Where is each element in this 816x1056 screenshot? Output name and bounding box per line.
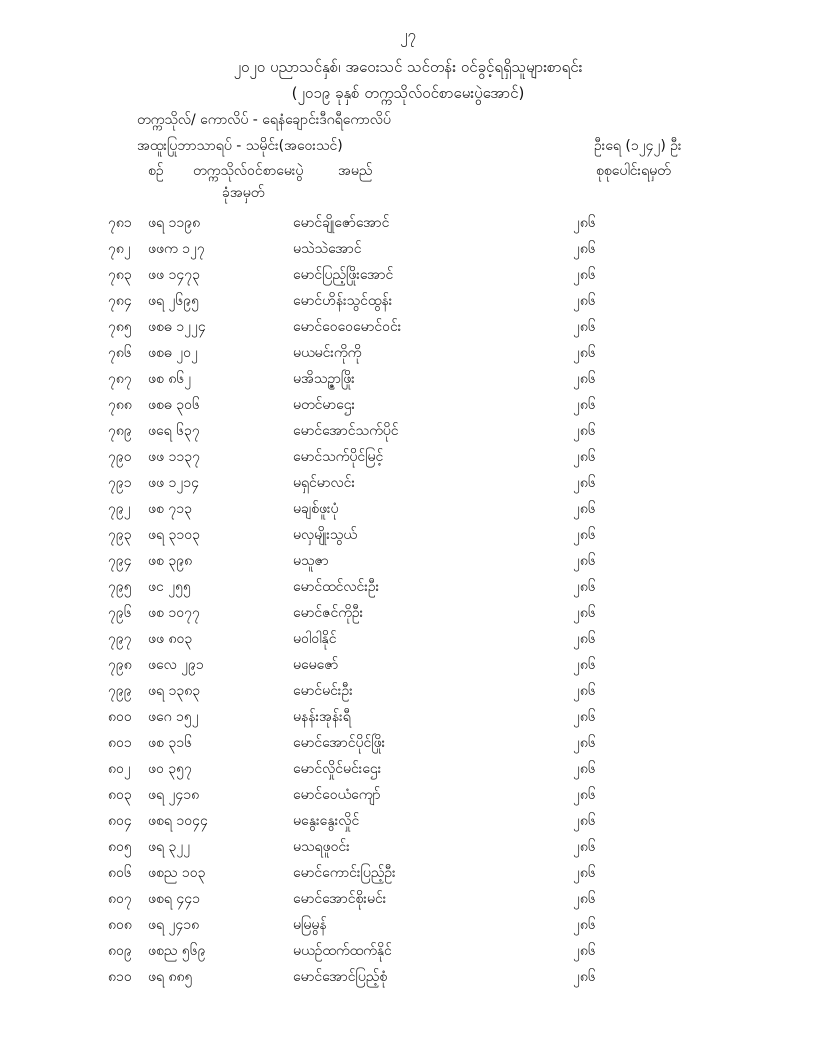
name-cell	[293, 834, 573, 860]
name-cell	[293, 652, 573, 678]
roll-number-cell-text: ဖဝ ၃၅၇	[148, 760, 192, 777]
table-row	[0, 782, 673, 808]
serial-cell	[0, 730, 148, 756]
table-row	[0, 522, 673, 548]
roll-number-cell-text: ဖစည ၅၆၉	[148, 942, 206, 959]
total-marks-cell	[573, 652, 673, 678]
total-marks-cell	[573, 262, 673, 288]
total-marks-cell-text: ၂၈၆	[573, 812, 596, 829]
name-cell	[293, 340, 573, 366]
name-cell-text: မောင်ဟိန်းသွင်ထွန်း	[293, 292, 393, 309]
total-marks-cell	[573, 964, 673, 990]
name-cell	[293, 964, 573, 990]
name-cell-text: မမြမွန်	[293, 916, 327, 933]
name-cell-text: မောင်အောင်ပိုင်ဖြိုး	[293, 734, 386, 751]
table-row	[0, 236, 673, 262]
total-marks-cell	[573, 834, 673, 860]
table-row	[0, 730, 673, 756]
serial-cell	[0, 756, 148, 782]
serial-cell-text: ၈၀၅	[108, 838, 132, 855]
name-cell	[293, 782, 573, 808]
total-marks-cell-text: ၂၈၆	[573, 214, 596, 231]
total-marks-cell	[573, 470, 673, 496]
name-cell	[293, 678, 573, 704]
table-row	[0, 574, 673, 600]
name-cell	[293, 522, 573, 548]
roll-number-cell	[148, 756, 293, 782]
name-cell	[293, 860, 573, 886]
university-line: တက္ကသိုလ်/ ကောလိပ် - ရေနံချောင်းဒီဂရီကောလိပ်	[137, 112, 391, 128]
total-marks-cell	[573, 678, 673, 704]
serial-cell	[0, 808, 148, 834]
total-marks-cell	[573, 236, 673, 262]
name-cell-text: မနွေးနွေးလှိုင်	[293, 812, 360, 829]
roll-number-cell	[148, 600, 293, 626]
roll-number-cell-text: ဖဖ ၁၄၇၃	[148, 266, 200, 283]
roll-number-cell	[148, 938, 293, 964]
serial-cell	[0, 704, 148, 730]
serial-cell	[0, 418, 148, 444]
name-cell-text: မောင်အောင်သက်ပိုင်	[293, 422, 399, 439]
total-marks-cell-text: ၂၈၆	[573, 656, 596, 673]
table-row	[0, 548, 673, 574]
total-marks-cell	[573, 860, 673, 886]
document-subtitle: (၂၀၁၉ ခုနှစ် တက္ကသိုလ်ဝင်စာမေးပွဲအောင်)	[291, 84, 525, 102]
serial-cell	[0, 210, 148, 236]
roll-number-cell-text: ဖရ ၂၄၁၈	[148, 786, 200, 803]
serial-cell-text: ၈၀၂	[108, 760, 131, 777]
table-row	[0, 366, 673, 392]
total-marks-cell-text: ၂၈၆	[573, 370, 596, 387]
roll-number-cell-text: ဖစဓ ၃၀၆	[148, 396, 200, 413]
roll-number-cell	[148, 496, 293, 522]
total-marks-cell-text: ၂၈၆	[573, 396, 596, 413]
roll-number-cell	[148, 652, 293, 678]
serial-cell	[0, 340, 148, 366]
serial-cell-text: ၇၈၅	[108, 318, 132, 335]
name-cell	[293, 938, 573, 964]
name-cell-text: မောင်ဇင်ကိုဦး	[293, 604, 364, 621]
serial-cell-text: ၇၉၇	[108, 630, 132, 647]
serial-cell	[0, 626, 148, 652]
serial-cell	[0, 912, 148, 938]
roll-number-cell-text: ဖဖ ၁၂၁၄	[148, 474, 199, 491]
roll-number-cell-text: ဖဖ ၈၀၃	[148, 630, 193, 647]
serial-cell-text: ၇၉၄	[108, 552, 132, 569]
table-row	[0, 834, 673, 860]
total-marks-cell	[573, 912, 673, 938]
total-marks-cell	[573, 782, 673, 808]
name-cell-text: မောင်သက်ပိုင်မြင့်	[293, 448, 384, 465]
total-marks-cell-text: ၂၈၆	[573, 578, 596, 595]
roll-number-cell-text: ဖရ ၃၂၂	[148, 838, 191, 855]
serial-cell	[0, 522, 148, 548]
name-cell	[293, 392, 573, 418]
name-cell-text: မောင်ထင်လင်းဦး	[293, 578, 380, 595]
serial-cell-text: ၇၈၁	[108, 214, 132, 231]
serial-cell-text: ၈၀၀	[108, 708, 132, 725]
roll-number-cell	[148, 964, 293, 990]
serial-cell	[0, 600, 148, 626]
serial-cell-text: ၇၈၈	[108, 396, 132, 413]
total-marks-cell-text: ၂၈၆	[573, 474, 596, 491]
serial-cell-text: ၈၁၀	[108, 968, 132, 985]
name-cell	[293, 730, 573, 756]
name-cell-text: မသဲသဲအောင်	[293, 240, 362, 257]
roll-number-cell-text: ဖစ ၈၆၂	[148, 370, 192, 387]
total-marks-cell	[573, 938, 673, 964]
name-cell	[293, 704, 573, 730]
total-marks-cell	[573, 808, 673, 834]
table-row	[0, 392, 673, 418]
name-cell	[293, 236, 573, 262]
name-cell	[293, 912, 573, 938]
name-cell-text: မောင်ပြည့်ဖြိုးအောင်	[293, 266, 394, 283]
name-cell	[293, 262, 573, 288]
total-marks-cell	[573, 626, 673, 652]
serial-cell-text: ၇၈၃	[108, 266, 132, 283]
serial-cell	[0, 678, 148, 704]
roll-number-cell	[148, 808, 293, 834]
roll-number-cell	[148, 730, 293, 756]
name-cell	[293, 574, 573, 600]
serial-cell-text: ၇၈၉	[108, 422, 132, 439]
roll-number-cell	[148, 392, 293, 418]
total-marks-cell-text: ၂၈၆	[573, 240, 596, 257]
table-row	[0, 444, 673, 470]
serial-cell-text: ၇၉၈	[108, 656, 132, 673]
total-marks-cell	[573, 730, 673, 756]
total-marks-cell-text: ၂၈၆	[573, 552, 596, 569]
roll-number-cell	[148, 782, 293, 808]
roll-number-cell-text: ဖဂေ ၁၅၂	[148, 708, 199, 725]
roll-number-cell	[148, 522, 293, 548]
name-cell-text: မောင်ကောင်းပြည့်ဦး	[293, 864, 396, 881]
column-header-total-marks: စုစုပေါင်းရမှတ်	[596, 163, 671, 179]
serial-cell-text: ၇၉၃	[108, 526, 132, 543]
roll-number-cell	[148, 444, 293, 470]
name-cell-text: မောင်အောင်စိုးမင်း	[293, 890, 387, 907]
total-marks-cell	[573, 340, 673, 366]
roll-number-cell-text: ဖရ ၃၁၀၃	[148, 526, 200, 543]
column-header-roll-number: တက္ကသိုလ်ဝင်စာမေးပွဲ	[193, 163, 304, 179]
serial-cell-text: ၈၀၆	[108, 864, 132, 881]
serial-cell-text: ၇၉၂	[108, 500, 131, 517]
serial-cell	[0, 392, 148, 418]
roll-number-cell-text: ဖရ ၁၁၉၈	[148, 214, 201, 231]
table-row	[0, 964, 673, 990]
total-marks-cell-text: ၂၈၆	[573, 266, 596, 283]
total-marks-cell	[573, 548, 673, 574]
serial-cell-text: ၈၀၄	[108, 812, 132, 829]
serial-cell-text: ၇၉၀	[108, 448, 132, 465]
name-cell-text: မဝါဝါနိုင်	[293, 630, 337, 647]
name-cell	[293, 808, 573, 834]
total-count: ဦးရေ (၁၂၄၂) ဦး	[594, 138, 682, 154]
roll-number-cell-text: ဖရေ ၆၃၇	[148, 422, 200, 439]
total-marks-cell-text: ၂၈၆	[573, 890, 596, 907]
name-cell-text: မောင်လှိုင်မင်းဌေး	[293, 760, 382, 777]
name-cell-text: မောင်မင်းဦး	[293, 682, 353, 699]
roll-number-cell	[148, 236, 293, 262]
name-cell	[293, 756, 573, 782]
table-row	[0, 470, 673, 496]
total-marks-cell	[573, 366, 673, 392]
table-row	[0, 626, 673, 652]
serial-cell	[0, 652, 148, 678]
total-marks-cell	[573, 704, 673, 730]
name-cell-text: မောင်ဝေယံကျော်	[293, 786, 381, 803]
major-line: အထူးပြုဘာသာရပ် - သမိုင်း(အဝေးသင်)	[137, 138, 343, 154]
roll-number-cell	[148, 860, 293, 886]
table-row	[0, 652, 673, 678]
total-marks-cell-text: ၂၈၆	[573, 604, 596, 621]
table-row	[0, 704, 673, 730]
name-cell-text: မနန်းအုန်းရီ	[293, 708, 351, 725]
roll-number-cell-text: ဖစ ၁၀၇၇	[148, 604, 200, 621]
total-marks-cell-text: ၂၈၆	[573, 838, 596, 855]
serial-cell	[0, 548, 148, 574]
total-marks-cell	[573, 210, 673, 236]
total-marks-cell	[573, 496, 673, 522]
results-table	[0, 210, 673, 990]
roll-number-cell-text: ဖစရ ၄၄၁	[148, 890, 200, 907]
roll-number-cell	[148, 548, 293, 574]
total-marks-cell	[573, 314, 673, 340]
total-marks-cell-text: ၂၈၆	[573, 500, 596, 517]
column-header-name: အမည်	[338, 163, 373, 179]
page-number: ၂၇	[400, 26, 416, 44]
results-table-body	[0, 210, 673, 990]
name-cell-text: မတင်မာဌေး	[293, 396, 356, 413]
total-marks-cell-text: ၂၈၆	[573, 292, 596, 309]
name-cell	[293, 600, 573, 626]
table-row	[0, 210, 673, 236]
roll-number-cell-text: ဖင ၂၅၅	[148, 578, 191, 595]
roll-number-cell-text: ဖစရ ၁၀၄၄	[148, 812, 208, 829]
name-cell-text: မယဉ်ထက်ထက်နိုင်	[293, 942, 392, 959]
roll-number-cell	[148, 210, 293, 236]
serial-cell	[0, 236, 148, 262]
serial-cell	[0, 938, 148, 964]
serial-cell	[0, 366, 148, 392]
serial-cell-text: ၇၈၂	[108, 240, 131, 257]
table-row	[0, 288, 673, 314]
name-cell	[293, 366, 573, 392]
total-marks-cell	[573, 756, 673, 782]
name-cell-text: မောင်ဝေဝေမောင်ဝင်း	[293, 318, 402, 335]
roll-number-cell-text: ဖစ ၃၁၆	[148, 734, 192, 751]
column-header-roll-number-line2: ခုံအမှတ်	[222, 185, 265, 201]
name-cell-text: မအိသဉ္ဇာဖြိုး	[293, 370, 355, 387]
roll-number-cell	[148, 704, 293, 730]
serial-cell	[0, 314, 148, 340]
name-cell	[293, 418, 573, 444]
serial-cell	[0, 574, 148, 600]
name-cell	[293, 470, 573, 496]
total-marks-cell-text: ၂၈၆	[573, 864, 596, 881]
serial-cell	[0, 886, 148, 912]
table-row	[0, 314, 673, 340]
table-row	[0, 860, 673, 886]
serial-cell	[0, 470, 148, 496]
total-marks-cell	[573, 444, 673, 470]
roll-number-cell-text: ဖရ ၁၃၈၃	[148, 682, 201, 699]
table-row	[0, 756, 673, 782]
total-marks-cell	[573, 574, 673, 600]
serial-cell-text: ၇၉၅	[108, 578, 132, 595]
name-cell-text: မရှင်မာလင်း	[293, 474, 356, 491]
roll-number-cell	[148, 288, 293, 314]
total-marks-cell-text: ၂၈၆	[573, 968, 596, 985]
roll-number-cell	[148, 834, 293, 860]
serial-cell-text: ၇၈၆	[108, 344, 132, 361]
total-marks-cell-text: ၂၈၆	[573, 916, 596, 933]
name-cell	[293, 314, 573, 340]
roll-number-cell-text: ဖစ ၃၉၈	[148, 552, 193, 569]
serial-cell-text: ၇၉၁	[108, 474, 132, 491]
table-row	[0, 678, 673, 704]
serial-cell	[0, 496, 148, 522]
roll-number-cell-text: ဖစည ၁၀၃	[148, 864, 206, 881]
total-marks-cell-text: ၂၈၆	[573, 708, 596, 725]
roll-number-cell-text: ဖစ ၇၁၃	[148, 500, 192, 517]
serial-cell-text: ၇၈၄	[108, 292, 132, 309]
table-row	[0, 496, 673, 522]
roll-number-cell-text: ဖဖက ၁၂၇	[148, 240, 205, 257]
table-row	[0, 418, 673, 444]
name-cell-text: မလှမျိုးသွယ်	[293, 526, 358, 543]
roll-number-cell	[148, 418, 293, 444]
serial-cell	[0, 834, 148, 860]
document-title: ၂၀၂၀ ပညာသင်နှစ်၊ အဝေးသင် သင်တန်း ဝင်ခွင့်ရရှိသူများစာရင်း	[233, 58, 583, 76]
total-marks-cell-text: ၂၈၆	[573, 734, 596, 751]
roll-number-cell	[148, 912, 293, 938]
total-marks-cell-text: ၂၈၆	[573, 630, 596, 647]
total-marks-cell	[573, 418, 673, 444]
table-row	[0, 808, 673, 834]
name-cell-text: မချစ်ဖူးပုံ	[293, 500, 339, 517]
roll-number-cell-text: ဖရ ၂၆၉၅	[148, 292, 199, 309]
serial-cell	[0, 262, 148, 288]
name-cell-text: မမေဇော်	[293, 656, 339, 673]
total-marks-cell-text: ၂၈၆	[573, 682, 596, 699]
roll-number-cell-text: ဖရ ၈၈၅	[148, 968, 193, 985]
total-marks-cell-text: ၂၈၆	[573, 786, 596, 803]
total-marks-cell-text: ၂၈၆	[573, 422, 596, 439]
total-marks-cell	[573, 886, 673, 912]
serial-cell	[0, 860, 148, 886]
serial-cell-text: ၇၉၉	[108, 682, 132, 699]
roll-number-cell	[148, 574, 293, 600]
table-row	[0, 886, 673, 912]
serial-cell-text: ၇၈၇	[108, 370, 132, 387]
serial-cell	[0, 444, 148, 470]
total-marks-cell-text: ၂၈၆	[573, 526, 596, 543]
roll-number-cell-text: ဖစဓ ၂၀၂	[148, 344, 198, 361]
roll-number-cell-text: ဖရ ၂၄၁၈	[148, 916, 200, 933]
name-cell	[293, 210, 573, 236]
roll-number-cell-text: ဖလေ ၂၉၁	[148, 656, 204, 673]
name-cell	[293, 288, 573, 314]
serial-cell-text: ၈၀၃	[108, 786, 132, 803]
total-marks-cell	[573, 392, 673, 418]
name-cell	[293, 626, 573, 652]
serial-cell-text: ၈၀၇	[108, 890, 132, 907]
total-marks-cell-text: ၂၈၆	[573, 318, 596, 335]
serial-cell-text: ၈၀၉	[108, 942, 132, 959]
table-row	[0, 600, 673, 626]
name-cell	[293, 444, 573, 470]
serial-cell-text: ၇၉၆	[108, 604, 132, 621]
name-cell-text: မောင်ချိုဇော်အောင်	[293, 214, 390, 231]
serial-cell-text: ၈၀၁	[108, 734, 132, 751]
total-marks-cell-text: ၂၈၆	[573, 448, 596, 465]
total-marks-cell-text: ၂၈၆	[573, 942, 596, 959]
roll-number-cell	[148, 340, 293, 366]
serial-cell-text: ၈၀၈	[108, 916, 132, 933]
roll-number-cell-text: ဖစဓ ၁၂၂၄	[148, 318, 206, 335]
roll-number-cell	[148, 366, 293, 392]
name-cell	[293, 548, 573, 574]
roll-number-cell-text: ဖဖ ၁၁၃၇	[148, 448, 200, 465]
total-marks-cell	[573, 522, 673, 548]
serial-cell	[0, 288, 148, 314]
total-marks-cell-text: ၂၈၆	[573, 344, 596, 361]
table-row	[0, 262, 673, 288]
serial-cell	[0, 782, 148, 808]
serial-cell	[0, 964, 148, 990]
roll-number-cell	[148, 886, 293, 912]
roll-number-cell	[148, 314, 293, 340]
name-cell-text: မယမင်းကိုကို	[293, 344, 362, 361]
table-row	[0, 938, 673, 964]
total-marks-cell	[573, 600, 673, 626]
name-cell-text: မသရဖူဝင်း	[293, 838, 350, 855]
roll-number-cell	[148, 626, 293, 652]
roll-number-cell	[148, 678, 293, 704]
name-cell-text: မောင်အောင်ပြည့်စုံ	[293, 968, 388, 985]
column-header-serial: စဉ်	[148, 163, 164, 179]
name-cell-text: မသူဇာ	[293, 552, 329, 569]
roll-number-cell	[148, 262, 293, 288]
total-marks-cell-text: ၂၈၆	[573, 760, 596, 777]
name-cell	[293, 886, 573, 912]
roll-number-cell	[148, 470, 293, 496]
name-cell	[293, 496, 573, 522]
total-marks-cell	[573, 288, 673, 314]
table-row	[0, 340, 673, 366]
table-row	[0, 912, 673, 938]
